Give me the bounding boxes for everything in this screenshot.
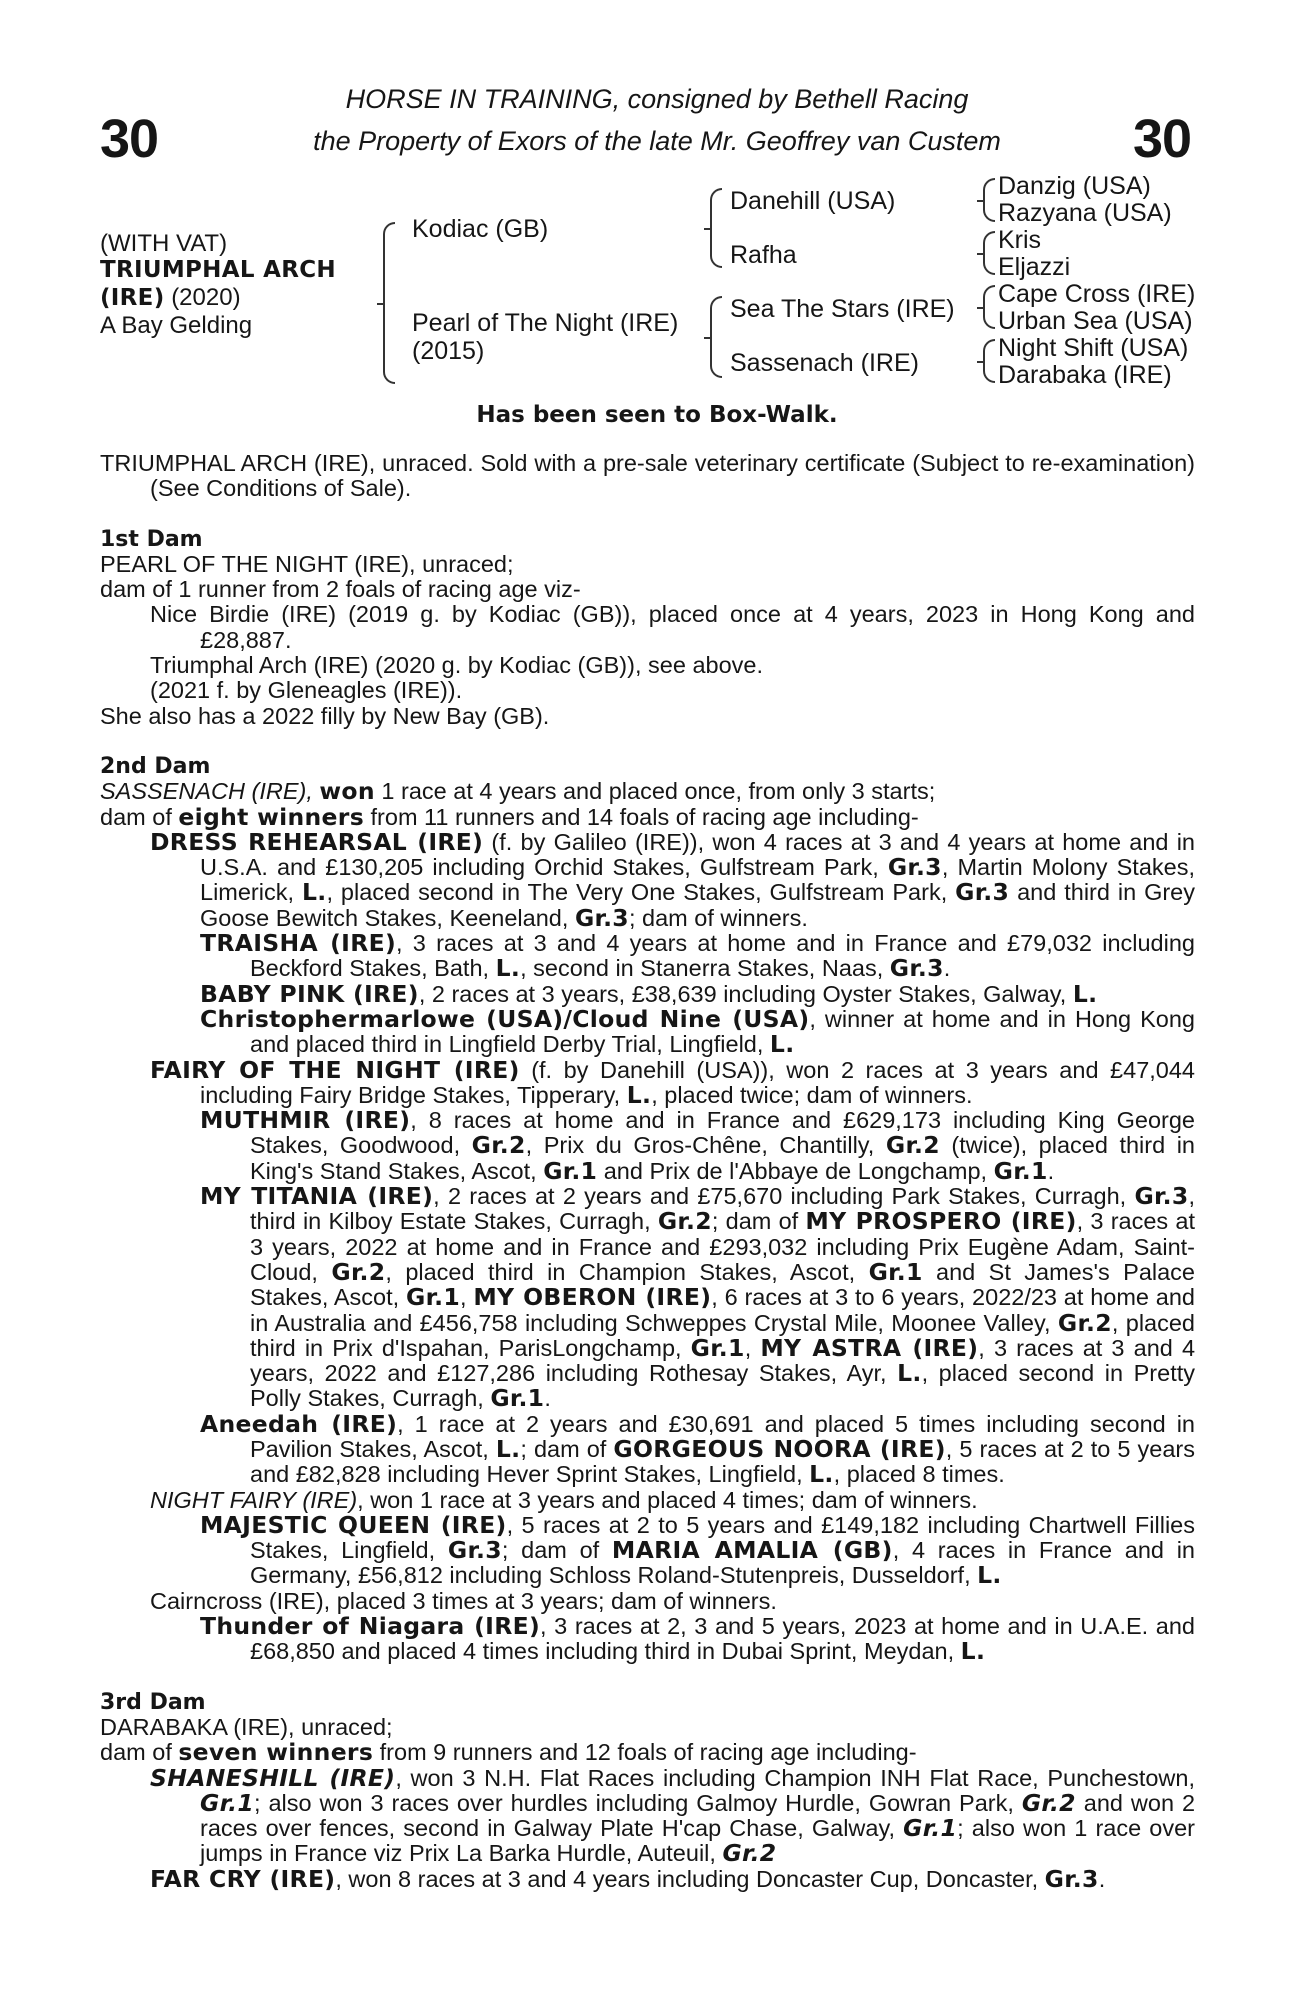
horse-name: TRIUMPHAL ARCH — [100, 257, 336, 283]
pedigree-sire: Kodiac (GB) — [412, 215, 549, 243]
pedigree-brace-5 — [983, 231, 995, 275]
pedigree-dam-sire: Sea The Stars (IRE) — [730, 295, 955, 323]
first-dam-intro: PEARL OF THE NIGHT (IRE), unraced; — [100, 550, 514, 577]
entry-baby-pink: BABY PINK (IRE), 2 races at 3 years, £38,639 including Oyster Stakes, Galway, L. — [200, 979, 1098, 1008]
pedigree-sds: Kris — [998, 226, 1042, 254]
pedigree-dsd: Urban Sea (USA) — [998, 307, 1193, 335]
third-dam-heading: 3rd Dam — [100, 1689, 206, 1715]
pedigree-brace-2 — [710, 188, 722, 268]
horse-identity — [100, 230, 336, 339]
pedigree-brace-1 — [383, 222, 395, 384]
entry-shaneshill: SHANESHILL (IRE), won 3 N.H. Flat Races including Champion INH Flat Race, Punchestown, Gr.1; also won 3 races over hurdles including Galmoy Hurdle, Gowran Park, Gr.2 and won 2 races over fences, second in Galway Plate H'cap Chase, Galway, Gr.1; also won 1 race over jumps in France viz Prix La Barka Hurdle, Auteuil, Gr.2 — [150, 1763, 1196, 1868]
lot-number-right: 30 — [1133, 109, 1192, 169]
pedigree-sdd: Eljazzi — [998, 253, 1071, 281]
first-dam-heading: 1st Dam — [100, 526, 203, 552]
pedigree-brace-4 — [983, 178, 995, 222]
entry-thunder-of-niagara: Thunder of Niagara (IRE), 3 races at 2, 3 and 5 years, 2023 at home and in U.A.E. and £68,850 and placed 4 times including third in Dubai Sprint, Meydan, L. — [200, 1612, 1195, 1666]
pedigree-ddd: Darabaka (IRE) — [998, 361, 1172, 389]
vat-label: (WITH VAT) — [100, 230, 228, 257]
pedigree-ssd: Razyana (USA) — [998, 199, 1172, 227]
entry-night-fairy: NIGHT FAIRY (IRE), won 1 race at 3 years and placed 4 times; dam of winners. — [150, 1486, 978, 1513]
foal-nice-birdie: Nice Birdie (IRE) (2019 g. by Kodiac (GB)), placed once at 4 years, 2023 in Hong Kong and £28,887. — [150, 601, 1195, 653]
entry-muthmir: MUTHMIR (IRE), 8 races at home and in France and £629,173 including King George Stakes, Goodwood, Gr.2, Prix du Gros-Chêne, Chantilly, Gr.2 (twice), placed third in King's Stand Stakes, Ascot, Gr.1 and Prix de l'Abbaye de Longchamp, Gr.1. — [200, 1106, 1196, 1185]
pedigree-dam: Pearl of The Night (IRE) — [412, 309, 679, 337]
second-dam-intro: SASSENACH (IRE), won 1 race at 4 years and placed once, from only 3 starts; — [100, 777, 936, 806]
summary: TRIUMPHAL ARCH (IRE), unraced. Sold with a pre-sale veterinary certificate (Subject to re-examination) (See Conditions of Sale). — [100, 450, 1195, 502]
pedigree-dam-dam: Sassenach (IRE) — [730, 349, 919, 377]
second-dam-record: dam of eight winners from 11 runners and 14 foals of racing age including- — [100, 802, 919, 831]
box-walk-notice: Has been seen to Box-Walk. — [476, 402, 838, 428]
entry-cairncross: Cairncross (IRE), placed 3 times at 3 years; dam of winners. — [150, 1587, 777, 1614]
first-dam-note: She also has a 2022 filly by New Bay (GB). — [100, 702, 550, 729]
foal-2021: (2021 f. by Gleneagles (IRE)). — [150, 677, 463, 704]
pedigree-sss: Danzig (USA) — [998, 172, 1151, 200]
entry-aneedah: Aneedah (IRE), 1 race at 2 years and £30,691 and placed 5 times including second in Pavilion Stakes, Ascot, L.; dam of GORGEOUS NOORA (IRE), 5 races at 2 to 5 years and £82,828 including Hever Sprint Stakes, Lingfield, L., placed 8 times. — [200, 1409, 1196, 1489]
entry-majestic-queen: MAJESTIC QUEEN (IRE), 5 races at 2 to 5 years and £149,182 including Chartwell Fillies Stakes, Lingfield, Gr.3; dam of MARIA AMALIA (GB), 4 races in France and in Germany, £56,812 including Schloss Roland-Stutenpreis, Dusseldorf, L. — [200, 1510, 1195, 1590]
pedigree-dds: Night Shift (USA) — [998, 334, 1189, 362]
entry-far-cry: FAR CRY (IRE), won 8 races at 3 and 4 years including Doncaster Cup, Doncaster, Gr.3. — [150, 1864, 1106, 1893]
first-dam-record: dam of 1 runner from 2 foals of racing age viz- — [100, 576, 581, 603]
entry-dress-rehearsal: DRESS REHEARSAL (IRE) (f. by Galileo (IRE)), won 4 races at 3 and 4 years at home and in U.S.A. and £130,205 including Orchid Stakes, Gulfstream Park, Gr.3, Martin Molony Stakes, Limerick, L., placed second in The Very One Stakes, Gulfstream Park, Gr.3 and third in Grey Goose Bewitch Stakes, Keeneland, Gr.3; dam of winners. — [150, 827, 1196, 932]
entry-christophermarlowe: Christophermarlowe (USA)/Cloud Nine (USA), winner at home and in Hong Kong and placed third in Lingfield Derby Trial, Lingfield, L. — [200, 1004, 1195, 1059]
pedigree-brace-3 — [710, 296, 722, 378]
catalogue-body — [100, 451, 1195, 1892]
second-dam-heading: 2nd Dam — [100, 753, 211, 779]
pedigree-sire-sire: Danehill (USA) — [730, 187, 896, 215]
entry-fairy-of-the-night: FAIRY OF THE NIGHT (IRE) (f. by Danehill (USA)), won 2 races at 3 years and £47,044 including Fairy Bridge Stakes, Tipperary, L., placed twice; dam of winners. — [150, 1055, 1195, 1109]
entry-traisha: TRAISHA (IRE), 3 races at 3 and 4 years at home and in France and £79,032 including Beckford Stakes, Bath, L., second in Stanerra Stakes, Naas, Gr.3. — [200, 929, 1195, 983]
pedigree-sire-dam: Rafha — [730, 241, 797, 269]
horse-country-year: (IRE) (2020) — [100, 284, 241, 311]
third-dam-intro: DARABAKA (IRE), unraced; — [100, 1713, 393, 1740]
horse-description: A Bay Gelding — [100, 312, 253, 339]
entry-my-titania: MY TITANIA (IRE), 2 races at 2 years and £75,670 including Park Stakes, Curragh, Gr.3, third in Kilboy Estate Stakes, Curragh, Gr.2; dam of MY PROSPERO (IRE), 3 races at 3 years, 2022 at home and in France and £293,032 including Prix Eugène Adam, Saint-Cloud, Gr.2, placed third in Champion Stakes, Ascot, Gr.1 and St James's Palace Stakes, Ascot, Gr.1, MY OBERON (IRE), 6 races at 3 to 6 years, 2022/23 at home and in Australia and £456,758 including Schweppes Crystal Mile, Moonee Valley, Gr.2, placed third in Prix d'Ispahan, ParisLongchamp, Gr.1, MY ASTRA (IRE), 3 races at 3 and 4 years, 2022 and £127,286 including Rothesay Stakes, Ayr, L., placed second in Pretty Polly Stakes, Curragh, Gr.1. — [200, 1182, 1196, 1413]
pedigree-dam-year: (2015) — [412, 337, 485, 365]
third-dam-record: dam of seven winners from 9 runners and 12 foals of racing age including- — [100, 1738, 917, 1767]
consignor-line: HORSE IN TRAINING, consigned by Bethell Racing — [345, 84, 969, 114]
lot-number-left: 30 — [100, 109, 159, 169]
owner-line: the Property of Exors of the late Mr. Geoffrey van Custem — [313, 126, 1001, 156]
pedigree-dss: Cape Cross (IRE) — [998, 280, 1196, 308]
pedigree-brace-7 — [983, 339, 995, 383]
pedigree-brace-6 — [983, 285, 995, 329]
foal-triumphal-arch: Triumphal Arch (IRE) (2020 g. by Kodiac (GB)), see above. — [150, 652, 763, 679]
